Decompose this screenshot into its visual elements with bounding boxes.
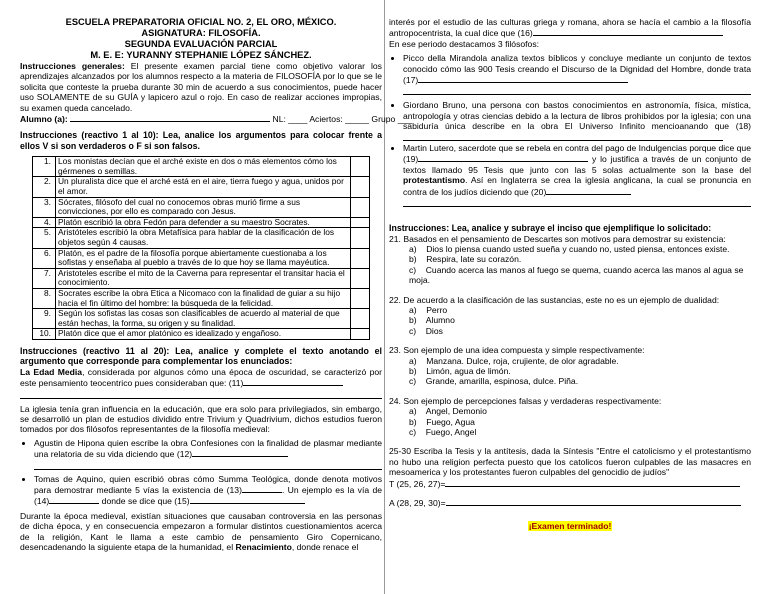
vf-statement: Socrates escribe la obra Etica a Nicomaco con la finalidad de guiar a su hijo hacia el fin último del hombre: la búsqueda de la felicidad. <box>56 288 351 308</box>
vf-row <box>33 177 370 197</box>
vf-statement: Aristóteles escribió la obra Metafísica para hablar de la clasificación de los objetos según 4 causas. <box>56 228 351 248</box>
vf-row <box>33 197 370 217</box>
renacimiento-term: Renacimiento <box>235 542 292 553</box>
tomas-text-b: . Un ejemplo es la vía de (14) <box>34 485 382 507</box>
answer-11-field[interactable] <box>243 377 343 386</box>
answer-14-field[interactable] <box>49 495 99 504</box>
vf-row <box>33 157 370 177</box>
answer-13-field[interactable] <box>242 484 282 493</box>
vf-answer-box[interactable] <box>351 288 370 308</box>
answer-16-field[interactable] <box>533 27 723 36</box>
multiple-choice-questions <box>389 234 751 438</box>
picco-item <box>403 53 751 95</box>
vf-row <box>33 228 370 248</box>
vf-answer-box[interactable] <box>351 309 370 329</box>
vf-statement: Sócrates, filósofo del cual no conocemos obras murió firme a sus convicciones, por ello es comparado con Jesus. <box>56 197 351 217</box>
antitesis-label: A (28, 29, 30)= <box>389 498 446 509</box>
vf-statement: Los monistas decían que el arché existe en dos o más elementos cómo los gérmenes o semillas. <box>56 157 351 177</box>
vf-answer-box[interactable] <box>351 197 370 217</box>
answer-12-field[interactable] <box>192 448 288 457</box>
vf-number: 10. <box>33 329 56 340</box>
vf-statement: Platón, es el padre de la filosofía porque abiertamente cuestionaba a los sofistas y enseñaba al pueblo a través de lo que hoy se llama mayéutica. <box>56 248 351 268</box>
question-block <box>389 345 751 387</box>
general-label: Instrucciones generales: <box>20 61 125 71</box>
vf-row <box>33 217 370 228</box>
vf-answer-box[interactable] <box>351 217 370 228</box>
iglesia-paragraph: La iglesia tenía gran influencia en la educación, que era solo para privilegiados, sin embargo, se desarrolló un plan de estudios dividido entre Trivium y Quadrivium, dichos estudios fueron tomados por dos filósofos representantes de la filosofía medieval: <box>20 403 382 435</box>
right-column <box>389 0 751 534</box>
answer-option[interactable]: c) Grande, amarilla, espinosa, dulce. Piña. <box>409 376 579 387</box>
question-25-30: 25-30 Escriba la Tesis y la antítesis, dada la Síntesis "Entre el catolicismo y el protestantismo no hubo una religion perfecta puesto que los catolicos fueron culpables de las masacres en mesoamerica y los protestantes fueron culpables del genocidio de judíos" <box>389 446 751 478</box>
vf-number: 7. <box>33 268 56 288</box>
vf-answer-box[interactable] <box>351 177 370 197</box>
periodo-text: En ese periodo destacamos 3 filósofos: <box>389 38 540 49</box>
student-name-field[interactable] <box>70 113 270 122</box>
vf-answer-box[interactable] <box>351 248 370 268</box>
antitesis-row <box>389 497 751 508</box>
vf-answer-box[interactable] <box>351 268 370 288</box>
answer-17-line[interactable] <box>403 85 751 95</box>
answer-option[interactable]: a) Manzana. Dulce, roja, crujiente, de olor agradable. <box>409 355 619 366</box>
vf-number: 4. <box>33 217 56 228</box>
agustin-item <box>34 438 382 470</box>
giordano-text: Giordano Bruno, una persona con bastos conocimientos en astronomía, física, mística, antropología y otras ciencias debido a la lectura de libros prohibidos por la iglesia; con una sabiduría única describe en la obra El Universo Infinito mencioanando que (18) <box>403 100 751 132</box>
vf-statement: Según los sofistas las cosas son clasificables de acuerdo al material de que están hechas, la forma, su origen y su finalidad. <box>56 309 351 329</box>
answer-option[interactable]: c) Fuego, Angel <box>409 427 477 437</box>
vf-answer-box[interactable] <box>351 157 370 177</box>
vf-answer-box[interactable] <box>351 228 370 248</box>
tomas-item <box>34 474 382 507</box>
exam-title: SEGUNDA EVALUACIÓN PARCIAL <box>124 39 278 49</box>
vf-row <box>33 329 370 340</box>
vf-statement: Platón dice que el amor platónico es idealizado y engañoso. <box>56 329 351 340</box>
vf-row <box>33 288 370 308</box>
column-divider <box>384 0 385 594</box>
general-instructions <box>20 61 382 113</box>
tesis-label: T (25, 26, 27)= <box>389 478 446 489</box>
end-wrapper <box>389 516 751 534</box>
answer-17-field[interactable] <box>418 74 628 83</box>
question-block <box>389 396 751 438</box>
agustin-text: Agustin de Hipona quien escribe la obra Confesiones con la finalidad de plasmar mediante una relatoria de su vida diciendo que (12) <box>34 437 382 460</box>
vf-row <box>33 268 370 288</box>
question-text: 23. Son ejemplo de una idea compuesta y simple respectivamente: <box>389 345 645 356</box>
question-text: 22. De acuerdo a la clasificación de las sustancias, este no es un ejemplo de dualidad: <box>389 294 720 305</box>
tomas-text-a: Tomas de Aquino, quien escribió obras cómo Summa Teológica, donde denota motivos para demostrar mediante 5 vías la existencia de (13) <box>34 473 382 495</box>
vf-answer-box[interactable] <box>351 329 370 340</box>
general-text: El presente examen parcial tiene como objetivo valorar los aprendizajes alcanzados por los alumnos respecto a la materia de FILOSOFÍA por lo que se le solicita que conteste la prueba durante 30 min de acuerdo a sus conocimientos, puede hacer uso SOLAMENTE de su GUÍA y lapicero azul o rojo. En caso de realizar acciones impropias, su examen queda cancelado. <box>20 61 382 113</box>
vf-statement: Un pluralista dice que el arché está en el aire, tierra fuego y agua, unidos por el amor. <box>56 177 351 197</box>
durante-text: Durante la época medieval, existían situaciones que causaban controversia en las personas de dicha época, y en consecuencia empezaron a formular distintos cuestionamientos acerca de la religión, Kant le llama a este cambio de pensamiento Giro Copernicano, desencadenando la siguiente etapa de la humanidad, el <box>20 510 382 553</box>
renaissance-philosophers <box>389 53 751 207</box>
edad-media-text: , considerada por algunos cómo una época de oscuridad, se caracterizó por este pensamiento teocentrico pues consideraban que: (11) <box>20 366 383 389</box>
continuation-text: interés por el estudio de las culturas griega y romana, ahora se hacía el cambio a la filosofía antropocentrista, la cual dice que (16) <box>389 17 751 39</box>
lutero-text-b: y lo justifica a través de un conjunto de textos llamado 95 Tesis que junto con las 5 solas actualmente son la base del <box>403 154 751 175</box>
vf-number: 9. <box>33 309 56 329</box>
answer-15-field[interactable] <box>190 495 305 504</box>
vf-number: 8. <box>33 288 56 308</box>
answer-option[interactable]: b) Limón, agua de limón. <box>409 365 511 376</box>
edad-media-term: La Edad Media <box>20 366 83 377</box>
subject-title: ASIGNATURA: FILOSOFÍA. <box>141 28 261 38</box>
tomas-text-c: donde se dice que (15) <box>99 496 190 507</box>
answer-20-line[interactable] <box>403 197 751 207</box>
vf-statement: Platón escribió la obra Fedón para defender a su maestro Socrates. <box>56 217 351 228</box>
vf-number: 1. <box>33 157 56 177</box>
answer-option[interactable]: a) Perro <box>409 304 448 315</box>
fill-instructions: Instrucciones (reactivo 11 al 20): Lea, analice y complete el texto anotando el argumento que corresponde para complementar los enunciados: <box>20 345 382 367</box>
student-label: Alumno (a): <box>20 114 68 125</box>
answer-option[interactable]: c) Dios <box>409 325 443 336</box>
vf-number: 6. <box>33 248 56 268</box>
medieval-philosophers <box>20 438 382 507</box>
answer-12-line[interactable] <box>34 460 382 470</box>
tesis-row <box>389 478 751 489</box>
vf-number: 5. <box>33 228 56 248</box>
lutero-item <box>403 143 751 207</box>
vf-table <box>32 156 370 340</box>
tesis-answer-field[interactable] <box>445 478 740 487</box>
answer-19-field[interactable] <box>418 153 588 162</box>
picco-text: Picco della Mirandola analiza textos bíblicos y concluye mediante un conjunto de textos conocido cómo las 900 Tesis creando el Discurso de la Dignidad del Hombre, donde trata (17) <box>403 53 751 86</box>
lutero-text-c: . Así en Inglaterra se crea la iglesia anglicana, la cual se pronuncia en contra de los judíos diciendo que (20) <box>403 175 751 197</box>
vf-number: 2. <box>33 177 56 197</box>
vf-statement: Aristoteles escribe el mito de la Caverna para representar el transitar hacia el conocimiento. <box>56 268 351 288</box>
giordano-item <box>403 100 751 143</box>
answer-option[interactable]: a) Angel, Demonio <box>409 406 487 417</box>
vf-row <box>33 248 370 268</box>
answer-option[interactable]: b) Alumno <box>409 315 455 326</box>
answer-11-line[interactable] <box>20 389 382 399</box>
nl-aciertos-grupo: NL: ____ Aciertos: _____ Grupo ___ <box>272 114 413 125</box>
vf-number: 3. <box>33 197 56 217</box>
durante-end: , donde renace el <box>291 542 359 553</box>
answer-option[interactable]: a) Dios lo piensa cuando usted sueña y cuando no, usted piensa, entonces existe. <box>409 243 730 254</box>
exam-finished-note: ¡Examen terminado! <box>528 521 612 532</box>
teacher-name: M. E. E: YURANNY STEPHANIE LÓPEZ SÁNCHEZ. <box>90 50 312 60</box>
subrayar-instructions: Instrucciones: Lea, analice y subraye el inciso que ejemplifique lo solicitado: <box>389 223 712 234</box>
student-row <box>20 113 413 125</box>
answer-option[interactable]: b) Respira, late su corazón. <box>409 254 522 265</box>
answer-option[interactable]: c) Cuando acerca las manos al fuego se quema, cuando acerca las manos al agua se moja. <box>409 264 746 286</box>
antitesis-answer-field[interactable] <box>446 497 741 506</box>
answer-18-field[interactable] <box>403 132 723 141</box>
question-text: 24. Son ejemplo de percepciones falsas y verdaderas respectivamente: <box>389 395 662 406</box>
edad-media-paragraph <box>20 367 382 389</box>
lutero-text-a: Martin Lutero, sacerdote que se rebela en contra del pago de Indulgencias porque dice que (19) <box>403 143 751 165</box>
answer-option[interactable]: b) Fuego, Agua <box>409 416 475 427</box>
left-column <box>20 0 413 553</box>
question-block <box>389 234 751 286</box>
question-text: 21. Basados en el pensamiento de Descartes son motivos para demostrar su existencia: <box>389 233 726 244</box>
protestantismo-term: protestantismo <box>403 175 466 186</box>
answer-20-field[interactable] <box>546 186 631 195</box>
question-block <box>389 295 751 337</box>
durante-paragraph <box>20 511 382 553</box>
vf-row <box>33 309 370 329</box>
school-title: ESCUELA PREPARATORIA OFICIAL NO. 2, EL ORO, MÉXICO. <box>65 17 337 27</box>
vf-instructions: Instrucciones (reactivo 1 al 10): Lea, analice los argumentos para colocar frente a ellos V si son verdaderos o F si son falsos. <box>20 130 382 151</box>
renacimiento-continuation <box>389 17 751 39</box>
